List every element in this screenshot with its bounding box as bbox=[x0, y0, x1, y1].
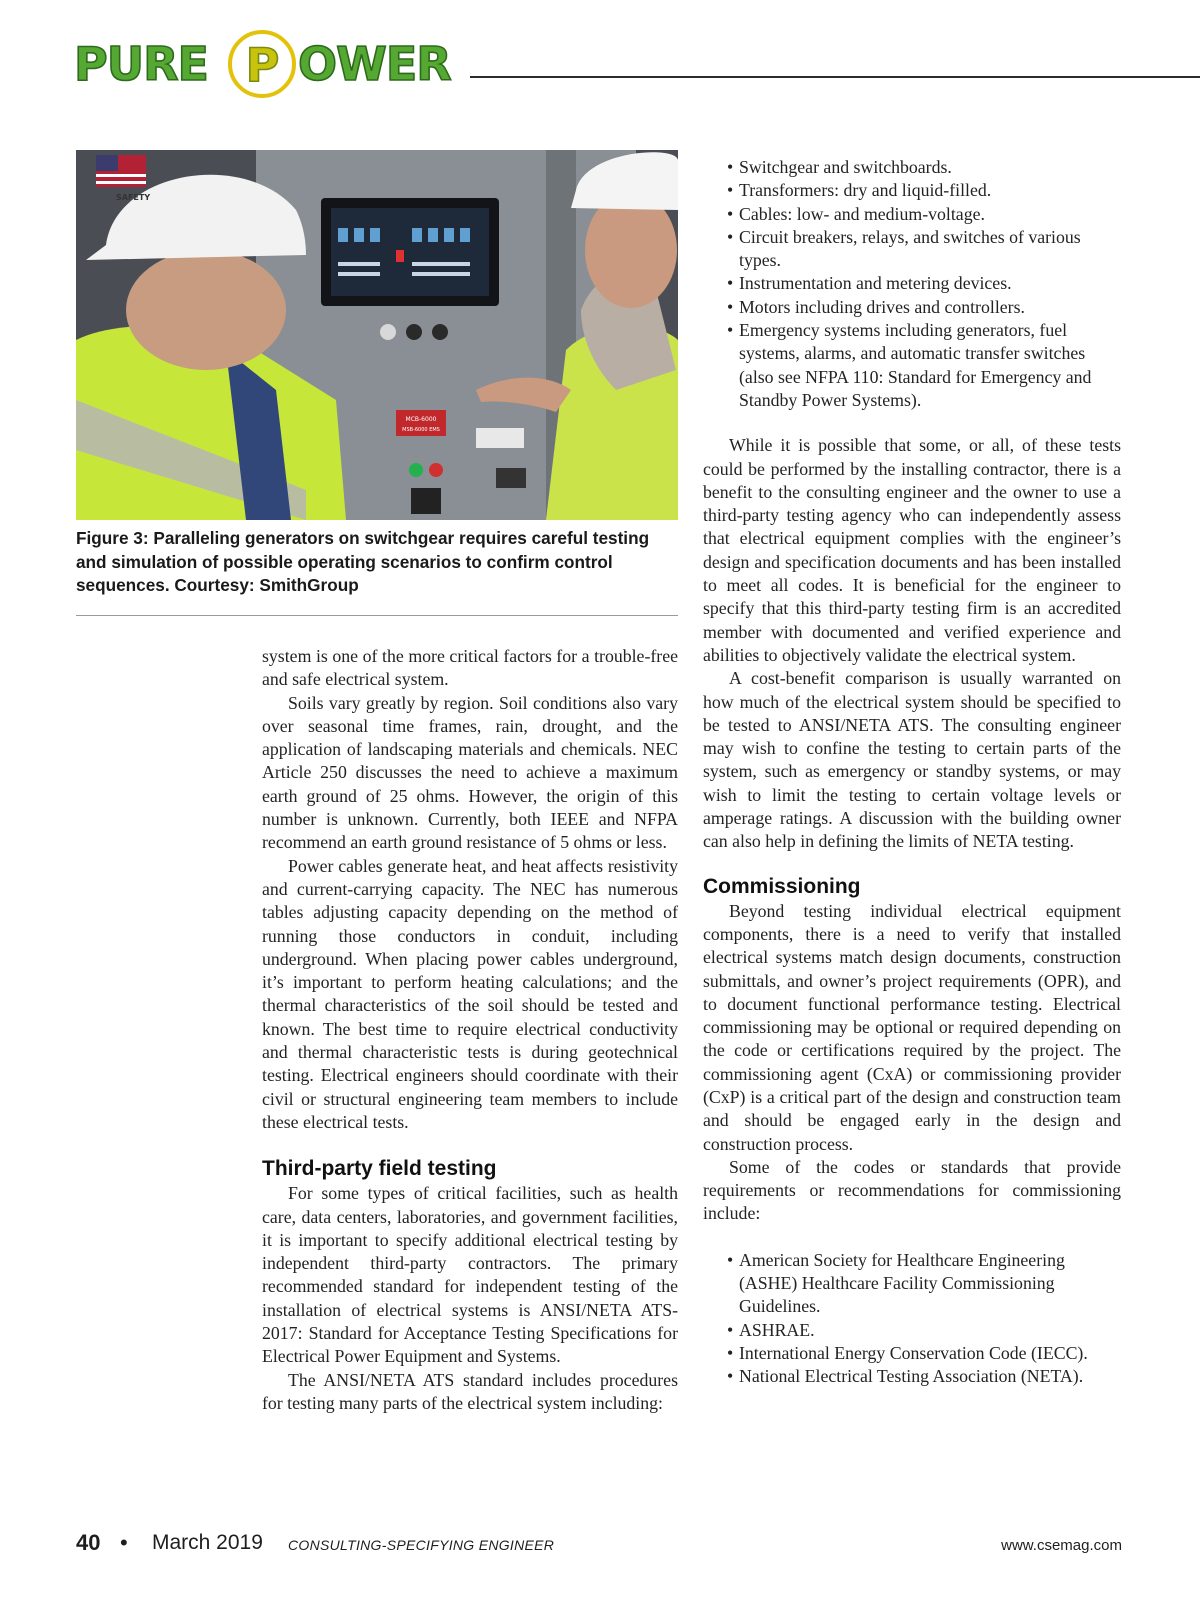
list-item: • ASHRAE. bbox=[703, 1319, 1121, 1342]
paragraph: The ANSI/NETA ATS standard includes procedures for testing many parts of the electrical system including: bbox=[262, 1369, 678, 1413]
list-item: • Circuit breakers, relays, and switches of various types. bbox=[703, 226, 1121, 273]
hardhat-label: SAFETY bbox=[116, 193, 151, 202]
list-item: • Transformers: dry and liquid-filled. bbox=[703, 179, 1121, 202]
panel-label-2: MSB-6000 EMS bbox=[402, 427, 440, 433]
list-item: • Emergency systems including generators, fuel systems, alarms, and automatic transfer switches (also see NFPA 110: Standard for Emergency and Standby Power Systems). bbox=[703, 319, 1121, 412]
list-item: • Instrumentation and metering devices. bbox=[703, 272, 1121, 295]
column-left bbox=[262, 645, 678, 1415]
logo-letter: P bbox=[245, 38, 279, 92]
section-heading: Commissioning bbox=[703, 874, 861, 898]
header-rule bbox=[470, 76, 1200, 78]
panel-label-1: MCB-6000 bbox=[405, 416, 437, 423]
page-footer bbox=[76, 1530, 1122, 1560]
pure-power-logo bbox=[72, 22, 472, 102]
paragraph: For some types of critical facilities, such as health care, data centers, laboratories, and government facilities, it is important to specify additional electrical testing by independent third-party contractors. The primary recommended standard for independent testing of the installation of electrical systems is ANSI/NETA ATS-2017: Standard for Acceptance Testing Specifications for Electrical Power Equipment and Systems. bbox=[262, 1183, 678, 1367]
column-right bbox=[703, 156, 1121, 1389]
footer-separator: • bbox=[120, 1530, 128, 1555]
list-item: • Switchgear and switchboards. bbox=[703, 156, 1121, 179]
list-item: • International Energy Conservation Code (IECC). bbox=[703, 1342, 1121, 1365]
logo-text-left: PURE bbox=[74, 37, 208, 91]
list-item: • Motors including drives and controllers. bbox=[703, 296, 1121, 319]
list-item: • American Society for Healthcare Engineering (ASHE) Healthcare Facility Commissioning Guidelines. bbox=[703, 1249, 1121, 1319]
paragraph: Soils vary greatly by region. Soil conditions also vary over seasonal time frames, rain, drought, and the application of landscaping materials and chemicals. NEC Article 250 discusses the need to achieve a maximum earth ground of 25 ohms. However, the origin of this number is unknown. Currently, both IEEE and NFPA recommend an earth ground resistance of 5 ohms or less. bbox=[262, 692, 678, 853]
paragraph: A cost-benefit comparison is usually warranted on how much of the electrical system should be specified to be tested to ANSI/NETA ATS. The consulting engineer may wish to confine the testing to certain parts of the system, such as emergency or standby systems, or may wish to limit the testing to certain voltage levels or amperage ratings. A discussion with the building owner can also help in defining the limits of NETA testing. bbox=[703, 668, 1121, 852]
list-item: • National Electrical Testing Association (NETA). bbox=[703, 1365, 1121, 1388]
figure-photo bbox=[76, 150, 678, 520]
website-url: www.csemag.com bbox=[1001, 1537, 1122, 1554]
page-number: 40 bbox=[76, 1530, 101, 1555]
caption-rule bbox=[76, 615, 678, 616]
paragraph: Beyond testing individual electrical equipment components, there is a need to verify that installed electrical systems match design documents, construction submittals, and owner’s project requirements (OPR), and to document functional performance testing. Electrical commissioning may be optional or required depending on the code or certifications required by the project. The commissioning agent (CxA) or commissioning provider (CxP) is a critical part of the design and construction team and should be engaged early in the design and construction process. bbox=[703, 900, 1121, 1154]
standards-list bbox=[703, 1249, 1121, 1389]
paragraph: Power cables generate heat, and heat affects resistivity and current-carrying capacity. The NEC has numerous tables adjusting capacity depending on the method of running those conductors in conduit, including underground. When placing power cables underground, it’s important to perform heating calculations; and the thermal characteristics of the soil should be tested and known. The best time to require electrical conductivity and thermal characteristic tests is during geotechnical testing. Electrical engineers should coordinate with their civil or structural engineering team members to include these electrical tests. bbox=[262, 855, 678, 1132]
issue-date: March 2019 bbox=[152, 1531, 263, 1554]
section-heading: Third-party field testing bbox=[262, 1157, 497, 1181]
paragraph: Some of the codes or standards that provide requirements or recommendations for commissioning include: bbox=[703, 1156, 1121, 1224]
figure-caption: Figure 3: Paralleling generators on switchgear requires careful testing and simulation of possible operating scenarios to confirm control sequences. Courtesy: SmithGroup bbox=[76, 528, 650, 595]
paragraph: While it is possible that some, or all, of these tests could be performed by the installing contractor, there is a benefit to the consulting engineer and the owner to use a third-party testing agency who can independently assess that electrical equipment complies with the engineer’s design and specification documents and has been installed to meet all codes. It is beneficial for the engineer to specify that this third-party testing firm is an accredited member with documented and verified experience and abilities to objectively validate the electrical system. bbox=[703, 435, 1121, 665]
magazine-name: CONSULTING-SPECIFYING ENGINEER bbox=[288, 1537, 555, 1553]
paragraph: system is one of the more critical factors for a trouble-free and safe electrical system. bbox=[262, 646, 678, 690]
logo-text-right: OWER bbox=[298, 37, 451, 91]
test-list bbox=[703, 156, 1121, 412]
list-item: • Cables: low- and medium-voltage. bbox=[703, 203, 1121, 226]
